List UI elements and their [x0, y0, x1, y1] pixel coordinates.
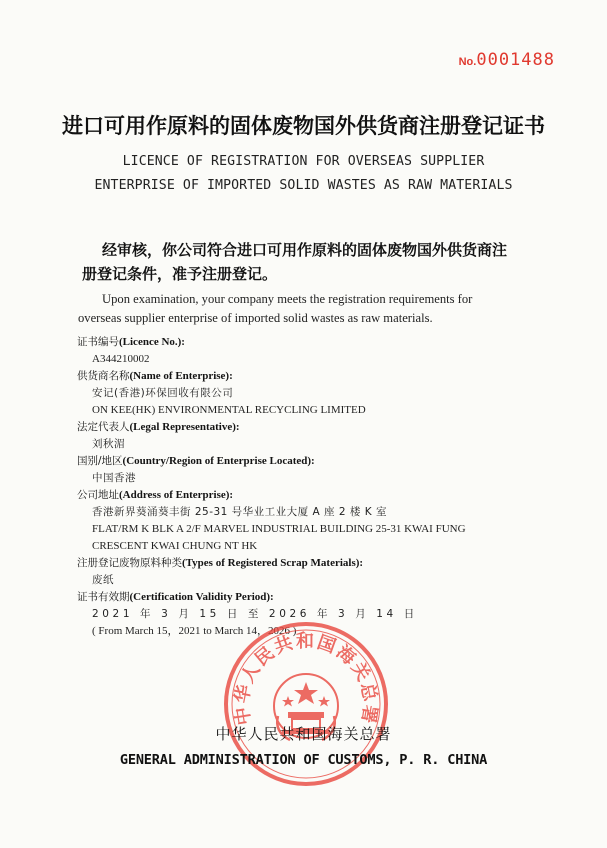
- address-value-en-line2: CRESCENT KWAI CHUNG NT HK: [92, 540, 258, 552]
- intro-english-line2: overseas supplier enterprise of imported solid wastes as raw materials.: [78, 311, 433, 325]
- enterprise-name-label: 供货商名称(Name of Enterprise):: [77, 370, 233, 382]
- intro-english: [78, 290, 548, 328]
- intro-chinese-line1: 经审核，你公司符合进口可用作原料的固体废物国外供货商注: [102, 241, 508, 259]
- licence-no-label: 证书编号(Licence No.):: [77, 336, 185, 348]
- svg-text:中华人民共和国海关总署: 中华人民共和国海关总署: [231, 630, 381, 727]
- legal-representative-value: 刘秋湄: [92, 438, 125, 450]
- validity-value-cn: 2021 年 3 月 15 日 至 2026 年 3 月 14 日: [92, 608, 418, 620]
- address-label: 公司地址(Address of Enterprise):: [77, 489, 234, 501]
- legal-representative-field: [77, 419, 547, 453]
- scrap-types-value: 废纸: [92, 574, 114, 586]
- licence-no-value: A344210002: [92, 353, 150, 365]
- intro-chinese: [82, 238, 552, 286]
- certificate-number-value: 0001488: [476, 50, 555, 70]
- country-region-value: 中国香港: [92, 472, 136, 484]
- title-english-line2: ENTERPRISE OF IMPORTED SOLID WASTES AS RAW MATERIALS: [94, 178, 513, 193]
- intro-english-line1: Upon examination, your company meets the registration requirements for: [102, 292, 473, 306]
- certificate-number: [459, 50, 555, 70]
- address-value-en-line1: FLAT/RM K BLK A 2/F MARVEL INDUSTRIAL BUILDING 25-31 KWAI FUNG: [92, 523, 466, 535]
- enterprise-name-value-cn: 安记(香港)环保回收有限公司: [92, 387, 234, 399]
- validity-value-en: ( From March 15，2021 to March 14，2026 ): [92, 625, 297, 637]
- address-field: [77, 487, 547, 555]
- issuer-english: GENERAL ADMINISTRATION OF CUSTOMS, P. R. CHINA: [119, 752, 488, 768]
- address-value-cn: 香港新界葵涌葵丰街 25-31 号华业工业大厦 A 座 2 楼 K 室: [92, 506, 387, 518]
- country-region-label: 国别/地区(Country/Region of Enterprise Located):: [77, 455, 315, 467]
- intro-chinese-line2: 册登记条件，准予注册登记。: [82, 265, 278, 283]
- certificate-fields: [77, 334, 547, 640]
- scrap-types-label: 注册登记废物原料种类(Types of Registered Scrap Materials):: [77, 557, 364, 569]
- enterprise-name-value-en: ON KEE(HK) ENVIRONMENTAL RECYCLING LIMITED: [92, 404, 366, 416]
- certificate-number-prefix: No.: [458, 56, 477, 68]
- licence-no-field: [77, 334, 547, 368]
- issuer-chinese: 中华人民共和国海关总署: [215, 725, 392, 743]
- country-region-field: [77, 453, 547, 487]
- scrap-types-field: [77, 555, 547, 589]
- validity-label: 证书有效期(Certification Validity Period):: [77, 591, 274, 603]
- title-chinese: 进口可用作原料的固体废物国外供货商注册登记证书: [62, 114, 545, 138]
- enterprise-name-field: [77, 368, 547, 419]
- legal-representative-label: 法定代表人(Legal Representative):: [77, 421, 240, 433]
- title-english-line1: LICENCE OF REGISTRATION FOR OVERSEAS SUPPLIER: [122, 154, 485, 169]
